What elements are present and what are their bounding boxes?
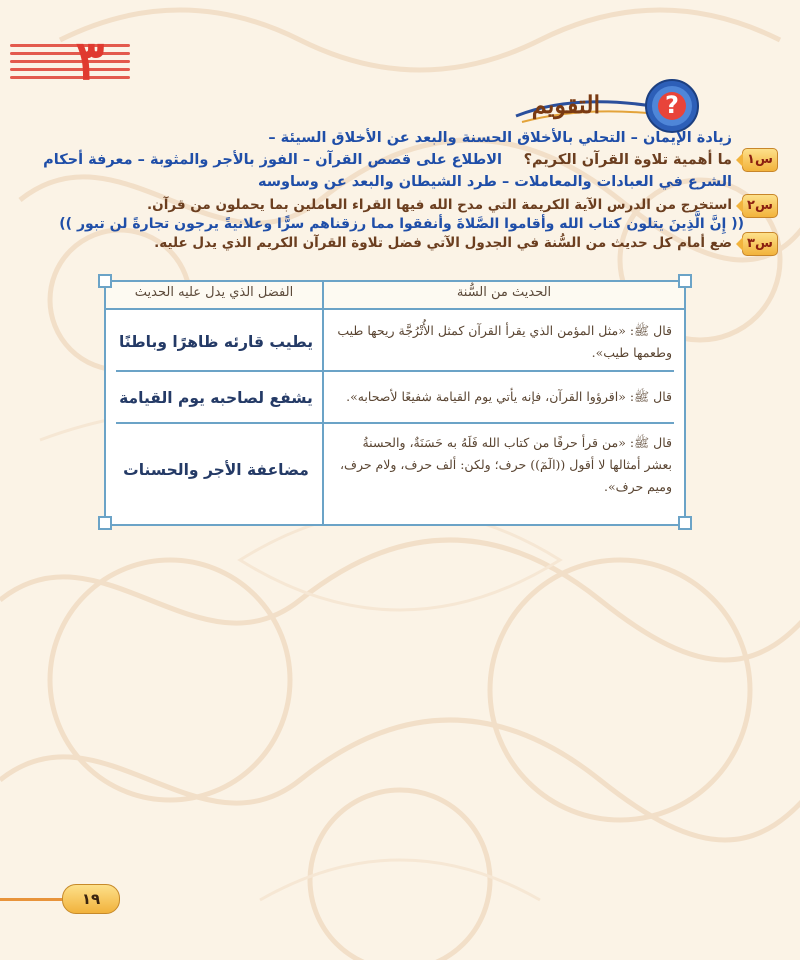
table-header	[106, 282, 684, 310]
question-1-text: ما أهمية تلاوة القرآن الكريم؟	[523, 152, 732, 168]
question-2-text: استخرج من الدرس الآية الكريمة التي مدح الله فيها القراء العاملين بما يحملون من قرآن.	[147, 197, 732, 213]
answer-1-line-2: الاطلاع على قصص القرآن – الفوز بالأجر والمثوبة – معرفة أحكام	[43, 152, 502, 168]
virtue-cell: يشفع لصاحبه يوم القيامة	[119, 389, 313, 407]
section-title: التقويم	[531, 90, 601, 119]
question-3-marker: س٣	[742, 232, 778, 256]
header-virtue: الفضل الذي يدل عليه الحديث	[134, 285, 294, 300]
table-corner	[98, 516, 112, 530]
question-3-text: ضع أمام كل حديث من السُّنة في الجدول الآتي فضل تلاوة القرآن الكريم الذي يدل عليه.	[154, 235, 732, 251]
answer-1-line-1: زيادة الإيمان – التحلي بالأخلاق الحسنة والبعد عن الأخلاق السيئة –	[268, 130, 732, 146]
question-mark-icon: ?	[665, 91, 679, 119]
column-divider	[322, 282, 324, 524]
page-number-line	[0, 898, 66, 901]
table-corner	[98, 274, 112, 288]
hadith-virtue-table	[104, 280, 686, 526]
question-2-marker: س٢	[742, 194, 778, 218]
header-hadith: الحديث من السُّنة	[456, 285, 552, 300]
hadith-cell: قال ﷺ: «من قرأ حرفًا من كتاب الله فَلَهُ به حَسَنَةٌ، والحسنةُ بعشر أمثالها لا أقول ((الٓمٓ)) حرف؛ ولكن: ألف حرف، ولام حرف، وميم حرف».	[339, 435, 672, 494]
question-1-marker: س١	[742, 148, 778, 172]
row-separator	[116, 370, 674, 372]
answer-2: (( إِنَّ الَّذِينَ يتلون كتاب الله وأقاموا الصَّلاةَ وأنفقوا مما رزقناهم سرًّا وعلانيةً يرجون تجارةً لن تبور ))	[59, 216, 744, 232]
page-number: ١٩	[62, 884, 120, 914]
hadith-cell: قال ﷺ: «اقرؤوا القرآن، فإنه يأتي يوم القيامة شفيعًا لأصحابه».	[346, 389, 672, 404]
table-corner	[678, 274, 692, 288]
unit-number: ٣	[75, 28, 105, 92]
row-separator	[116, 422, 674, 424]
answer-1-line-3: الشرع في العبادات والمعاملات – طرد الشيطان والبعد عن وساوسه	[257, 174, 732, 190]
table-corner	[678, 516, 692, 530]
virtue-cell: مضاعفة الأجر والحسنات	[123, 461, 309, 479]
hadith-cell: قال ﷺ: «مثل المؤمن الذي يقرأ القرآن كمثل الأُتْرُجَّة ريحها طيب وطعمها طيب».	[337, 323, 672, 360]
virtue-cell: يطيب قارئه ظاهرًا وباطنًا	[118, 333, 314, 351]
